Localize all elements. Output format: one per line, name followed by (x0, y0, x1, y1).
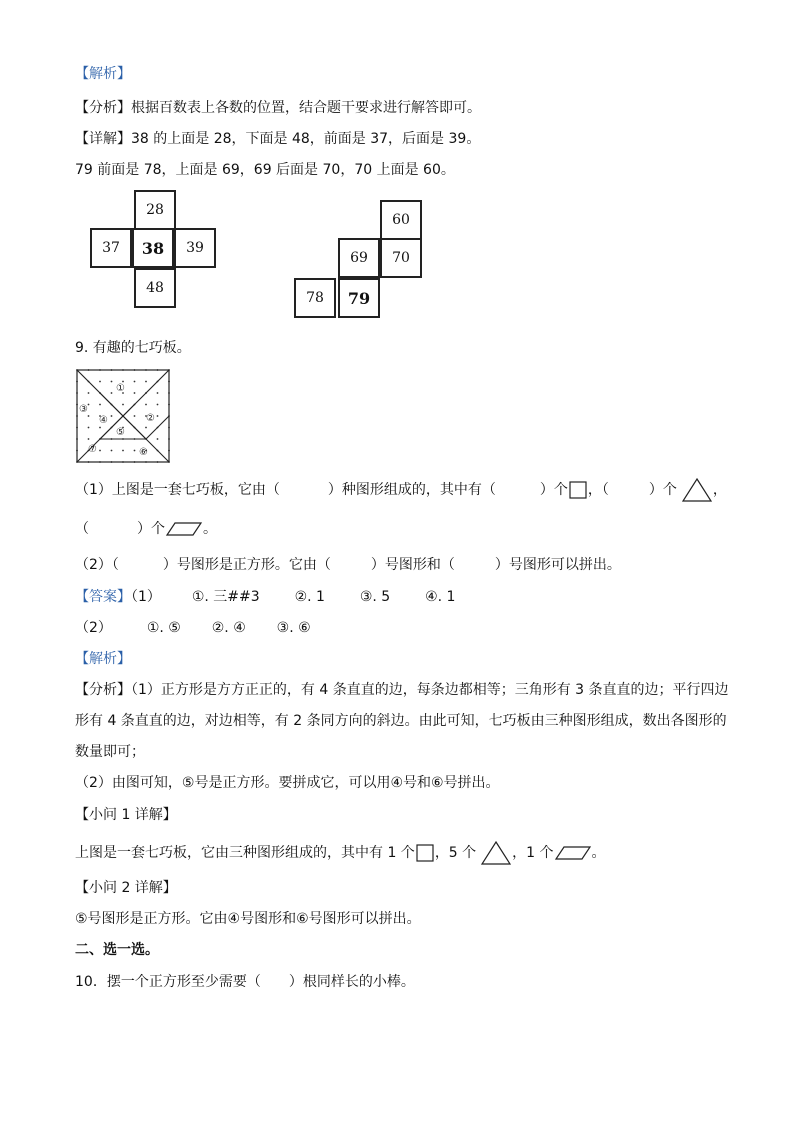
q9-part2 (75, 555, 621, 575)
question-9: 9. 有趣的七巧板。 (75, 340, 191, 356)
detail-line-2: 79 前面是 78，上面是 69，69 后面是 70，70 上面是 60。 (75, 162, 455, 178)
answer-tag: 【答案】 (75, 589, 131, 605)
grid-dot (88, 415, 90, 417)
analysis-text: 根据百数表上各数的位置，结合题干要求进行解答即可。 (131, 100, 481, 116)
q9-part1-line1 (75, 477, 727, 503)
q9-2-text-c: ）号图形和（ (370, 557, 455, 573)
tangram-label-6: ⑥ (139, 447, 148, 458)
grid-dot (122, 450, 124, 452)
triangle-icon (681, 477, 713, 503)
grid-dot (145, 404, 147, 406)
answer-1-item-3: ③. 5 (359, 589, 391, 605)
q9-2-text-b: ）号图形是正方形。它由（ (162, 557, 331, 573)
analysis-2-line-4: （2）由图可知，⑤号是正方形。要拼成它，可以用④号和⑥号拼出。 (75, 775, 500, 791)
section-tag-analysis-2: 【解析】 (75, 651, 131, 667)
grid-dot (157, 392, 159, 394)
answer-1-item-2: ②. 1 (294, 589, 325, 605)
grid-cell-top: 28 (134, 190, 176, 230)
grid-dot (88, 392, 90, 394)
answer-part2-label: （2） (75, 620, 112, 636)
answer-part1-label: （1） (131, 589, 161, 605)
square-icon (415, 843, 435, 863)
grid-dot (157, 415, 159, 417)
detail-tag: 【详解】 (75, 131, 131, 147)
tangram-label-2: ② (146, 413, 155, 424)
tangram-label-1: ① (116, 383, 125, 394)
sub-q1-text-a: 上图是一套七巧板，它由三种图形组成的，其中有 1 个 (75, 845, 415, 861)
parallelogram-icon (554, 845, 592, 861)
grid-cell-bottom: 48 (134, 268, 176, 308)
detail-text: 38 的上面是 28，下面是 48，前面是 37，后面是 39。 (131, 131, 481, 147)
tangram-label-7: ⑦ (88, 444, 97, 455)
answer-line-1 (75, 587, 455, 607)
grid-dot (99, 427, 101, 429)
grid-dot (157, 404, 159, 406)
answer-1-item-1: ①. 三##3 (191, 589, 260, 605)
grid-cell-70: 70 (380, 238, 422, 278)
sub-q1-text-b: ，5 个 (434, 845, 477, 861)
analysis-2-tag: 【分析】 (75, 682, 131, 698)
grid-cell-78: 78 (294, 278, 336, 318)
q9-1-line2-text-a: （ (75, 521, 89, 537)
grid-dot (134, 415, 136, 417)
question-10: 10．摆一个正方形至少需要（ ）根同样长的小棒。 (75, 974, 415, 990)
sub-question-1-tag: 【小问 1 详解】 (75, 807, 177, 823)
grid-dot (99, 450, 101, 452)
grid-dot (157, 438, 159, 440)
sub-question-1-text (75, 840, 606, 866)
grid-cell-right: 39 (174, 228, 216, 268)
grid-dot (111, 450, 113, 452)
answer-2-item-1: ①. ⑤ (146, 620, 181, 636)
grid-dot (99, 381, 101, 383)
grid-cell-center: 38 (132, 228, 174, 268)
grid-dot (134, 381, 136, 383)
analysis-tag: 【分析】 (75, 100, 131, 116)
grid-dot (134, 392, 136, 394)
answer-line-2 (75, 618, 311, 638)
sub-q1-text-c: ，1 个 (512, 845, 554, 861)
analysis-paragraph (75, 98, 481, 118)
section-tag-analysis: 【解析】 (75, 66, 131, 82)
grid-dot (88, 438, 90, 440)
q9-1-text-b: ）种图形组成的，其中有（ (327, 482, 496, 498)
answer-1-item-4: ④. 1 (425, 589, 456, 605)
q9-1-text-a: （1）上图是一套七巧板，它由（ (75, 482, 280, 498)
square-icon (568, 480, 588, 500)
grid-dot (111, 392, 113, 394)
q9-1-text-d: ，（ (587, 482, 609, 498)
analysis-2-line-1 (75, 680, 729, 700)
answer-2-item-2: ②. ④ (211, 620, 246, 636)
q9-2-text-d: ）号图形可以拼出。 (494, 557, 621, 573)
grid-cell-left: 37 (90, 228, 132, 268)
section-2-title: 二、选一选。 (75, 942, 159, 958)
grid-dot (145, 381, 147, 383)
detail-paragraph (75, 129, 480, 149)
grid-dot (111, 381, 113, 383)
tangram-label-4: ④ (99, 415, 108, 426)
sub-q1-text-d: 。 (591, 845, 606, 861)
triangle-icon (480, 840, 512, 866)
grid-dot (122, 404, 124, 406)
analysis-2-line-3: 数量即可； (75, 744, 145, 760)
q9-1-text-f: ， (712, 482, 727, 498)
grid-dot (111, 415, 113, 417)
sub-question-2-text: ⑤号图形是正方形。它由④号图形和⑥号图形可以拼出。 (75, 911, 421, 927)
grid-cell-69: 69 (338, 238, 380, 278)
grid-dot (145, 427, 147, 429)
q9-1-line2-text-c: 。 (203, 521, 217, 537)
grid-dot (99, 404, 101, 406)
answer-2-item-3: ③. ⑥ (276, 620, 311, 636)
q9-2-text-a: （2）（ (75, 557, 119, 573)
q9-1-line2-text-b: ）个 (137, 521, 165, 537)
analysis-2-text-1: （1）正方形是方方正正的，有 4 条直直的边，每条边都相等；三角形有 3 条直直的边；平行四边 (131, 682, 729, 698)
grid-cell-79: 79 (338, 278, 380, 318)
tangram-label-3: ③ (79, 404, 88, 415)
sub-question-2-tag: 【小问 2 详解】 (75, 880, 177, 896)
parallelogram-icon (165, 521, 203, 537)
q9-1-text-c: ）个 (539, 482, 568, 498)
q9-1-text-e: ）个 (648, 482, 677, 498)
grid-dot (88, 427, 90, 429)
tangram-figure (76, 369, 170, 463)
analysis-2-line-2: 形有 4 条直直的边，对边相等，有 2 条同方向的斜边。由此可知，七巧板由三种图形组成，数出各图形的 (75, 713, 727, 729)
q9-part1-line2 (75, 519, 217, 539)
tangram-label-5: ⑤ (116, 427, 125, 438)
grid-cell-60: 60 (380, 200, 422, 240)
grid-dot (134, 450, 136, 452)
